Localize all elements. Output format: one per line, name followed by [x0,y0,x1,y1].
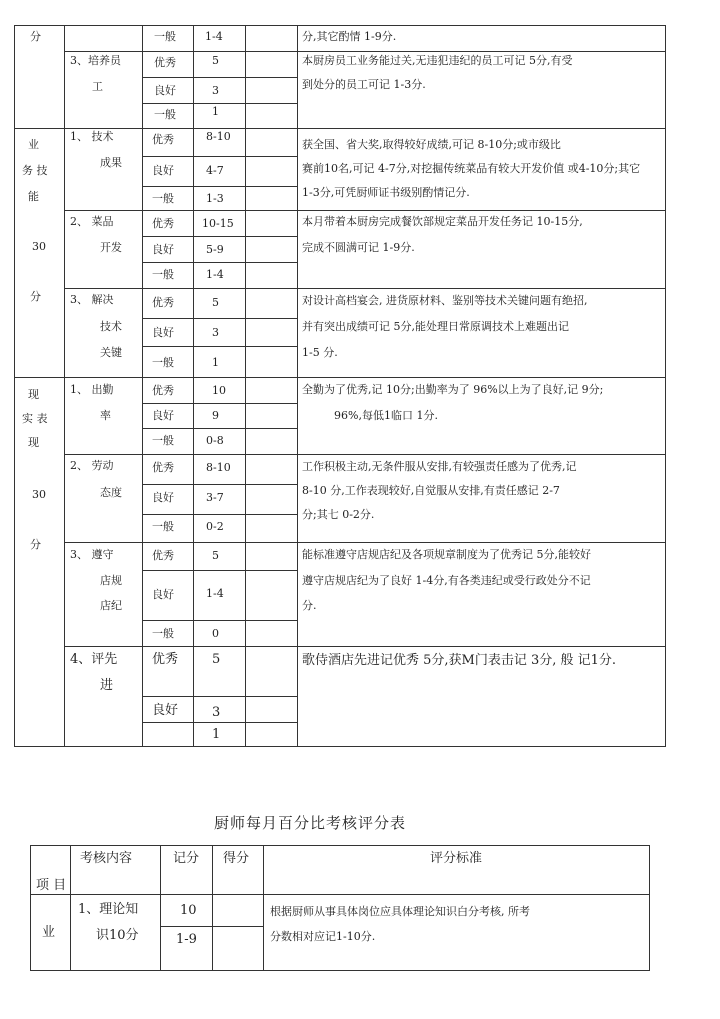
category-cell: 实 表 [22,412,48,425]
grade-label: 一般 [152,268,174,281]
item-label: 3、 解决 [70,293,114,306]
score-value: 5 [212,652,221,667]
grade-label: 优秀 [152,461,174,474]
criteria-text: 工作积极主动,无条件服从安排,有较强责任感为了优秀,记 [302,460,577,473]
grade-label: 良好 [152,703,179,718]
grade-label: 优秀 [152,217,174,230]
criteria-text: 到处分的员工可记 1-3分. [302,78,426,91]
grade-label: 良好 [152,491,174,504]
score-value: 1-9 [176,932,197,947]
score-value: 1-4 [206,587,224,600]
item-label: 进 [100,678,114,693]
item-label: 2、 劳动 [70,459,114,472]
header-content: 考核内容 [80,851,133,866]
score-value: 8-10 [206,461,231,474]
item-label: 态度 [100,486,122,499]
grade-label: 优秀 [152,652,179,667]
criteria-text: 能标准遵守店规店纪及各项规章制度为了优秀记 5分,能较好 [302,548,591,561]
item-label: 成果 [100,156,122,169]
header-item: 项 目 [36,878,67,893]
header-score: 记分 [173,851,200,866]
item-label: 1、 出勤 [70,383,114,396]
item-label: 开发 [100,241,122,254]
score-value: 1-4 [205,30,223,43]
score-value: 8-10 [206,130,231,143]
criteria-text: 完成不圆满可记 1-9分. [302,241,415,254]
grade-label: 一般 [152,520,174,533]
grade-label: 良好 [152,243,174,256]
item-label: 3、 遵守 [70,548,114,561]
score-value: 0-8 [206,434,224,447]
criteria-text: 获全国、省大奖,取得较好成绩,可记 8-10分;或市级比 [302,138,561,151]
category-cell: 分 [30,290,41,303]
score-value: 4-7 [206,164,224,177]
score-value: 3 [212,326,219,339]
criteria-text: 分. [302,599,317,612]
item-label: 工 [92,80,103,93]
item-label: 技术 [100,320,122,333]
criteria-text: 对设计高档宴会, 进货原材料、鉴别等技术关键问题有绝招, [302,294,588,307]
score-value: 1 [212,727,221,742]
grade-label: 优秀 [152,549,174,562]
criteria-text: 1-3分,可凭厨师证书级别酌情记分. [302,186,470,199]
item-label: 关键 [100,346,122,359]
score-value: 10 [180,903,197,918]
criteria-text: 本月带着本厨房完成餐饮部规定菜品开发任务记 10-15分, [302,215,583,228]
score-value: 10 [212,384,226,397]
score-value: 5 [212,549,219,562]
criteria-text: 分,其它酌情 1-9分. [302,30,397,43]
criteria-text: 赛前10名,可记 4-7分,对挖掘传统菜品有较大开发价值 或4-10分;其它 [302,162,641,175]
criteria-text: 1-5 分. [302,346,338,359]
grade-label: 良好 [152,164,174,177]
grade-label: 一般 [152,192,174,205]
grade-label: 良好 [152,326,174,339]
criteria-text: 分数相对应记1-10分. [270,930,376,943]
score-value: 5 [212,54,219,67]
category-cell: 业 [28,138,39,151]
grade-label: 一般 [152,434,174,447]
grade-label: 一般 [152,627,174,640]
item-label: 3、培养员 [70,54,121,67]
score-value: 5 [212,296,219,309]
score-value: 0-2 [206,520,224,533]
header-got: 得分 [223,851,250,866]
score-value: 9 [212,409,219,422]
score-value: 3-7 [206,491,224,504]
criteria-text: 96%,每低1临口 1分. [334,409,438,422]
score-value: 3 [212,705,221,720]
item-label: 率 [100,409,111,422]
grade-label: 优秀 [152,296,174,309]
score-value: 1 [212,356,219,369]
item-label: 2、 菜品 [70,215,114,228]
score-value: 5-9 [206,243,224,256]
item-label: 1、理论知 [78,902,139,917]
item-label: 识10分 [96,928,139,943]
item-label: 店规 [100,574,122,587]
grade-label: 优秀 [154,56,176,69]
criteria-text: 歌侍酒店先进记优秀 5分,获M门表击记 3分, 般 记1分. [302,653,617,668]
criteria-text: 全勤为了优秀,记 10分;出勤率为了 96%以上为了良好,记 9分; [302,383,604,396]
score-value: 1-3 [206,192,224,205]
page-title: 厨师每月百分比考核评分表 [214,814,407,832]
grade-label: 优秀 [152,133,174,146]
grade-label: 一般 [154,30,176,43]
criteria-text: 根据厨师从事具体岗位应具体理论知识白分考核, 所考 [270,905,530,918]
category-cell: 务 技 [22,164,48,177]
grade-label: 优秀 [152,384,174,397]
category-cell: 分 [30,30,41,43]
criteria-text: 分;其七 0-2分. [302,508,375,521]
grade-label: 良好 [154,84,176,97]
score-value: 1-4 [206,268,224,281]
criteria-text: 8-10 分,工作表现较好,自觉服从安排,有责任感记 2-7 [302,484,560,497]
category-cell: 能 [28,190,39,203]
score-value: 10-15 [202,217,234,230]
grade-label: 良好 [152,588,174,601]
item-label: 1、 技术 [70,130,114,143]
score-value: 3 [212,84,219,97]
category-cell: 业 [42,925,56,940]
category-cell: 现 [28,436,39,449]
grade-label: 一般 [154,108,176,121]
category-cell: 现 [28,388,39,401]
item-label: 4、评先 [70,652,118,667]
category-cell: 分 [30,538,41,551]
category-cell: 30 [32,488,46,501]
grade-label: 一般 [152,356,174,369]
criteria-text: 遵守店规店纪为了良好 1-4分,有各类违纪或受行政处分不记 [302,574,591,587]
criteria-text: 并有突出成绩可记 5分,能处理日常原调技术上难题出记 [302,320,569,333]
grade-label: 良好 [152,409,174,422]
criteria-text: 本厨房员工业务能过关,无违犯违纪的员工可记 5分,有受 [302,54,573,67]
score-value: 0 [212,627,219,640]
category-cell: 30 [32,240,46,253]
item-label: 店纪 [100,599,122,612]
score-value: 1 [212,105,219,118]
header-criteria: 评分标准 [430,851,483,866]
